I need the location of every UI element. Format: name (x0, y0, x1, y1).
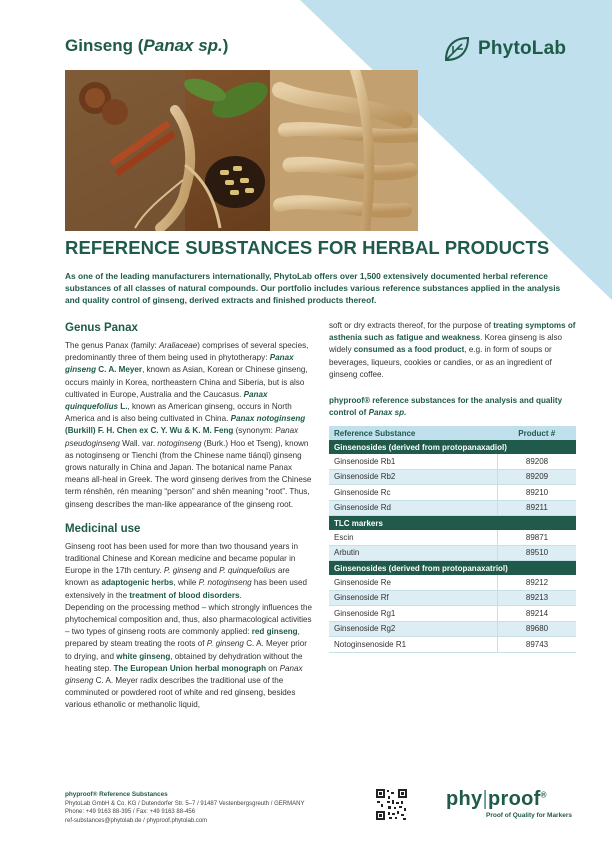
footer-phone: Phone: +49 9163 88-395 / Fax: +49 9163 88-456 (65, 809, 196, 815)
genus-paragraph: The genus Panax (family: Araliaceae) comprises of several species, predominantly three of them being used in phytotherapy: Panax ginseng C. A. Meyer, known as Asian, Korean or Chinese ginseng, occurs mainly in Korea, northeastern China and Siberia, but is also cultivated in Europe, Australia and the Caucasus. Panax quinquefolius L., known as American ginseng, occurs in North America and is also being cultivated in China. Panax notoginseng (Burkill) F. H. Chen ex C. Y. Wu & K. M. Feng (synonym: Panax pseudoginseng Wall. var. notoginseng (Burk.) Hoo et Tseng), known as notoginseng or Tienchi (from the Chinese name tiánqī) ginseng grows naturally in China and Japan. The botanical name Panax means all-heal in Greek. The word ginseng derives from the Chinese term rénshēn, rén meaning “person” and shēn meaning “root”. Thus, ginseng describes the man-like appearance of the ginseng root. (65, 341, 312, 509)
column-header-product-number: Product # (498, 426, 577, 440)
table-caption: phyproof® reference substances for the analysis and quality control of Panax sp. (329, 396, 563, 417)
document-title: Ginseng (Panax sp.) (65, 36, 229, 55)
table-group-row: Ginsenosides (derived from protopanaxadiol) (329, 440, 576, 454)
table-row: Ginsenoside Re 89212 (329, 575, 576, 590)
table-group-row: Ginsenosides (derived from protopanaxatriol) (329, 561, 576, 576)
intro-paragraph: As one of the leading manufacturers internationally, PhytoLab offers over 1,500 extensively documented herbal reference substances of all classes of natural compounds. Our portfolio includes various reference substances applied in the analysis and quality control of ginseng, derived extracts and finished products thereof. (65, 271, 561, 306)
table-row: Ginsenoside Rg2 89680 (329, 621, 576, 637)
table-row: Escin 89871 (329, 530, 576, 545)
phyproof-wordmark: phy|proof® (446, 788, 547, 810)
table-row: Ginsenoside Rb2 89209 (329, 469, 576, 485)
genus-heading: Genus Panax (65, 322, 138, 334)
section-headline: REFERENCE SUBSTANCES FOR HERBAL PRODUCTS (65, 237, 550, 258)
table-row: Ginsenoside Rd 89211 (329, 500, 576, 516)
table-header-row (329, 426, 576, 440)
table-row: Ginsenoside Rb1 89208 (329, 454, 576, 469)
table-row: Ginsenoside Rc 89210 (329, 485, 576, 501)
footer-title: phyproof® Reference Substances (65, 791, 168, 798)
table-row: Arbutin 89510 (329, 545, 576, 561)
medicinal-use-paragraph: Ginseng root has been used for more than two thousand years in traditional Chinese and Korean medicine and became popular in Europe in the 17th century. P. ginseng and P. quinquefolius are known as adaptogenic herbs, while P. notoginseng has been used extensively in the treatment of blood disorders. Depending on the processing method – which strongly influences the phytochemical composition and, thus, also pharmacological activities – two types of ginseng roots are commonly applied: red ginseng, prepared by steam treating the roots of P. ginseng C. A. Meyer prior to drying, and white ginseng, obtained by dehydration without the heating step. The European Union herbal monograph on Panax ginseng C. A. Meyer radix describes the traditional use of the comminuted or powdered root of white and red ginseng, besides various ethanolic or methanolic liquid, (65, 541, 313, 710)
right-column (329, 320, 576, 653)
phytolab-logo (442, 34, 566, 64)
ginseng-photo (65, 70, 418, 231)
left-column (65, 322, 315, 712)
footer-contact (65, 791, 365, 825)
reference-substance-table (329, 426, 576, 653)
leaf-icon (442, 34, 472, 64)
table-group-row: TLC markers (329, 516, 576, 531)
column-header-substance: Reference Substance (329, 426, 498, 440)
qr-code-icon[interactable] (375, 788, 408, 821)
table-row: Ginsenoside Rf 89213 (329, 590, 576, 606)
table-row: Notoginsenoside R1 89743 (329, 637, 576, 653)
phyproof-logo (446, 788, 572, 819)
footer-address: PhytoLab GmbH & Co. KG / Dutendorfer Str. 5–7 / 91487 Vestenbergsgreuth / GERMANY (65, 800, 305, 807)
footer-email-link[interactable]: ref-substances@phytolab.de / phyproof.phytolab.com (65, 817, 208, 824)
continuation-paragraph: soft or dry extracts thereof, for the purpose of treating symptoms of asthenia such as fatigue and weakness. Korea ginseng is also widely consumed as a food product, e.g. in form of soups or beverages, liqueurs, cookies or candies, or as an ingredient of ginseng coffee. (329, 321, 576, 379)
phyproof-tagline: Proof of Quality for Markers (486, 812, 572, 819)
logo-text: PhytoLab (478, 38, 567, 59)
medicinal-use-heading: Medicinal use (65, 522, 141, 535)
table-row: Ginsenoside Rg1 89214 (329, 606, 576, 622)
